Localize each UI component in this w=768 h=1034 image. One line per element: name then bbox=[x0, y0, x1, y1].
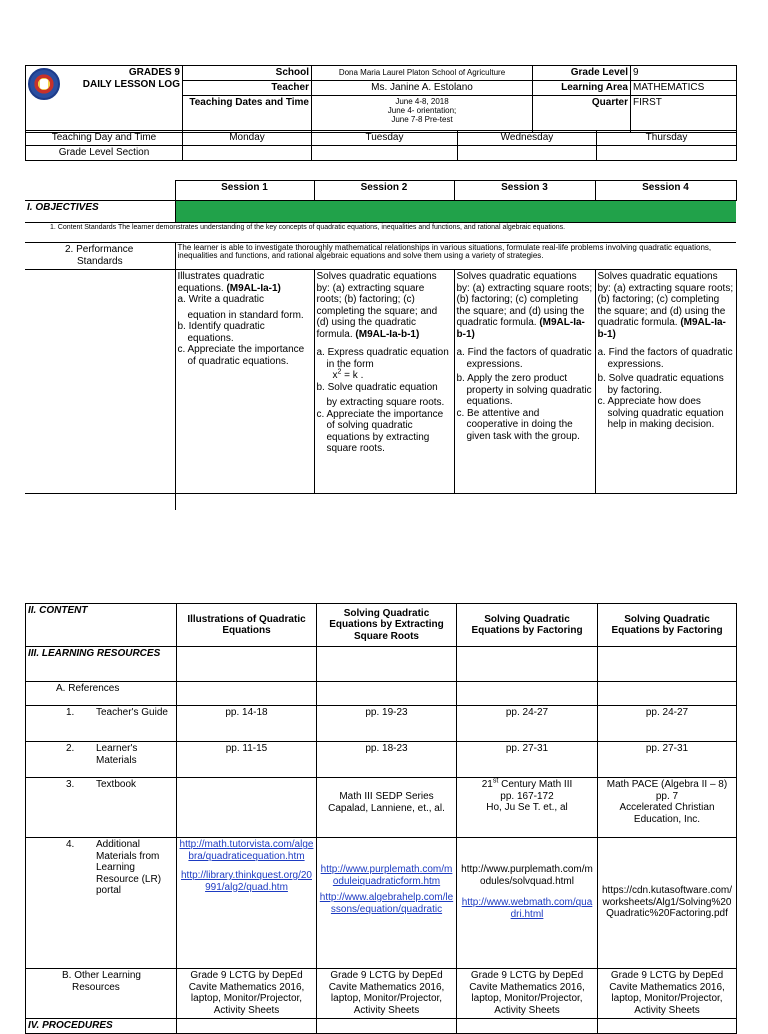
dates-line-3: June 7-8 Pre-test bbox=[391, 115, 453, 124]
resources-cell-1 bbox=[177, 647, 317, 682]
performance-standards-label bbox=[25, 243, 175, 270]
s4-code: (M9AL-Ia-b-1) bbox=[597, 317, 726, 340]
tb-2: Math III SEDP Series Capalad, Lanniene, et., al. bbox=[317, 778, 457, 838]
session-4-objectives bbox=[595, 270, 736, 494]
s4-intro: Solves quadratic equations by: (a) extracting square roots; (b) factoring; (c) completing the square; and (d) using the quadratic formula. bbox=[597, 271, 734, 328]
day-thursday: Thursday bbox=[597, 131, 737, 146]
proc-3 bbox=[457, 1019, 598, 1034]
performance-label-line-1: 2. Performance bbox=[65, 244, 134, 255]
s2-item-b-cont: by extracting square roots. bbox=[326, 397, 445, 408]
proc-2 bbox=[317, 1019, 457, 1034]
am-3 bbox=[457, 838, 598, 969]
am-2 bbox=[317, 838, 457, 969]
dates-line-2: June 4- orientation; bbox=[387, 106, 457, 115]
tb3-rest: Century Math III bbox=[498, 779, 573, 790]
s2-eq-base: x bbox=[332, 370, 338, 381]
performance-label-line-2: Standards bbox=[77, 255, 123, 267]
s2-item-b: b. Solve quadratic equation bbox=[316, 381, 438, 393]
log-title-cell bbox=[26, 66, 183, 133]
session-corner bbox=[25, 181, 175, 201]
tb-num: 3. bbox=[66, 779, 75, 790]
s2-item-c: c. Appreciate the importance of solving quadratic equations by extracting square roots. bbox=[316, 408, 444, 454]
teachers-guide-label bbox=[26, 706, 177, 742]
additional-materials-label bbox=[26, 838, 177, 969]
grade-section-cell-2 bbox=[312, 146, 458, 161]
other-resources-label bbox=[26, 969, 177, 1019]
tg-1: pp. 14-18 bbox=[177, 706, 317, 742]
day-monday: Monday bbox=[183, 131, 312, 146]
s4-item-b: b. Solve quadratic equations by factoring. bbox=[597, 373, 724, 396]
session-2-header: Session 2 bbox=[314, 181, 454, 201]
lm-1: pp. 11-15 bbox=[177, 742, 317, 778]
content-label: II. CONTENT bbox=[26, 604, 177, 647]
am2-link-2[interactable]: http://www.algebrahelp.com/lessons/equation/quadratic bbox=[319, 892, 454, 915]
olr-3: Grade 9 LCTG by DepEd Cavite Mathematics 2016, laptop, Monitor/Projector, Activity Sheets bbox=[457, 969, 598, 1019]
topic-2: Solving Quadratic Equations by Extracting Square Roots bbox=[317, 604, 457, 647]
tb3-num: 21 bbox=[481, 779, 493, 790]
session-3-objectives bbox=[454, 270, 595, 494]
tb-4-publisher: Accelerated Christian Education, Inc. bbox=[619, 802, 715, 825]
s3-item-c: c. Be attentive and cooperative in doing the given task with the group. bbox=[456, 407, 580, 442]
header-table bbox=[25, 65, 737, 133]
quarter-label: Quarter bbox=[533, 96, 631, 133]
session-2-objectives bbox=[314, 270, 454, 494]
dates-line-1: June 4-8, 2018 bbox=[395, 97, 449, 106]
day-time-label: Teaching Day and Time bbox=[26, 131, 183, 146]
school-label: School bbox=[183, 66, 312, 81]
tb-3-pages: pp. 167-172 bbox=[500, 790, 554, 802]
learners-materials-label bbox=[26, 742, 177, 778]
textbook-label bbox=[26, 778, 177, 838]
am3-text: http://www.purplemath.com/modules/solvquad.html bbox=[461, 864, 593, 887]
s1-item-b: b. Identify quadratic equations. bbox=[177, 321, 265, 344]
am2-link-1[interactable]: http://www.purplemath.com/moduleiquadraticform.htm bbox=[320, 864, 453, 887]
am1-link-1[interactable]: http://math.tutorvista.com/algebra/quadraticequation.htm bbox=[179, 839, 314, 862]
s1-intro: Illustrates quadratic equations. bbox=[177, 271, 265, 294]
olr-label: B. Other Learning Resources bbox=[62, 970, 141, 993]
learning-resources-label: III. LEARNING RESOURCES bbox=[26, 647, 177, 682]
tb-4 bbox=[598, 778, 737, 838]
tg-num: 1. bbox=[66, 707, 75, 718]
s3-intro: Solves quadratic equations by: (a) extracting square roots; (b) factoring; (c) completing the square; and (d) using the quadratic formula. bbox=[456, 271, 593, 328]
s2-code: (M9AL-Ia-b-1) bbox=[355, 328, 420, 340]
title-log: DAILY LESSON LOG bbox=[82, 79, 180, 90]
s2-item-a: a. Express quadratic equation in the form bbox=[316, 347, 449, 370]
dates-value bbox=[312, 96, 533, 133]
grade-level-label: Grade Level bbox=[533, 66, 631, 81]
tb-1 bbox=[177, 778, 317, 838]
tb-3-title bbox=[459, 779, 595, 791]
procedures-label: IV. PROCEDURES bbox=[26, 1019, 177, 1034]
s2-eq-rest: = k . bbox=[341, 370, 364, 381]
am-label: Additional Materials from Learning Resource (LR) portal bbox=[96, 839, 162, 896]
tb-4-pages: pp. 7 bbox=[655, 790, 679, 802]
grade-section-label: Grade Level Section bbox=[26, 146, 183, 161]
tg-4: pp. 24-27 bbox=[598, 706, 737, 742]
learning-area-label: Learning Area bbox=[533, 81, 631, 96]
resources-cell-3 bbox=[457, 647, 598, 682]
olr-2: Grade 9 LCTG by DepEd Cavite Mathematics 2016, laptop, Monitor/Projector, Activity Sheets bbox=[317, 969, 457, 1019]
am-4: https://cdn.kutasoftware.com/worksheets/Alg1/Solving%20Quadratic%20Factoring.pdf bbox=[598, 838, 737, 969]
s4-item-a: a. Find the factors of quadratic expressions. bbox=[597, 347, 733, 370]
lm-2: pp. 18-23 bbox=[317, 742, 457, 778]
quarter-value: FIRST bbox=[631, 96, 737, 133]
am1-link-2[interactable]: http://library.thinkquest.org/20991/alg2/quad.htm bbox=[181, 870, 312, 893]
olr-1: Grade 9 LCTG by DepEd Cavite Mathematics 2016, laptop, Monitor/Projector, Activity Sheets bbox=[177, 969, 317, 1019]
s1-item-a: a. Write a quadratic bbox=[177, 294, 265, 305]
olr-4: Grade 9 LCTG by DepEd Cavite Mathematics 2016, laptop, Monitor/Projector, Activity Sheets bbox=[598, 969, 737, 1019]
proc-4 bbox=[598, 1019, 737, 1034]
learning-competencies-label bbox=[25, 270, 175, 494]
session-3-header: Session 3 bbox=[454, 181, 595, 201]
references-cell-3 bbox=[457, 682, 598, 706]
objectives-section-title: I. OBJECTIVES bbox=[25, 201, 175, 223]
resources-cell-4 bbox=[598, 647, 737, 682]
day-wednesday: Wednesday bbox=[458, 131, 597, 146]
grade-section-cell-4 bbox=[597, 146, 737, 161]
s1-code: (M9AL-Ia-1) bbox=[226, 282, 281, 294]
day-tuesday: Tuesday bbox=[312, 131, 458, 146]
tg-3: pp. 24-27 bbox=[457, 706, 598, 742]
am3-link[interactable]: http://www.webmath.com/quadri.html bbox=[461, 897, 593, 920]
lm-4: pp. 27-31 bbox=[598, 742, 737, 778]
grade-section-cell-1 bbox=[183, 146, 312, 161]
lm-num: 2. bbox=[66, 743, 75, 754]
s2-eq-exponent: 2 bbox=[337, 368, 342, 376]
performance-standards-text: The learner is able to investigate thoroughly mathematical relationships in various situations, formulate real-life problems involving quadratic equations, inequalities and functions, and rational algebraic equations and solve them using a variety of strategies. bbox=[175, 243, 736, 270]
objectives-blank-2 bbox=[175, 494, 736, 510]
content-standards: 1. Content Standards The learner demonstrates understanding of the key concepts of quadratic equations, inequalities and functions, and rational algebraic equations. bbox=[25, 223, 736, 243]
session-4-header: Session 4 bbox=[595, 181, 736, 201]
day-time-table bbox=[25, 130, 737, 161]
am-num: 4. bbox=[66, 839, 75, 850]
grade-level-value: 9 bbox=[631, 66, 737, 81]
s1-item-a-cont: equation in standard form. bbox=[187, 309, 304, 321]
learning-area-value: MATHEMATICS bbox=[631, 81, 737, 96]
session-1-header: Session 1 bbox=[175, 181, 314, 201]
s2-equation bbox=[317, 370, 452, 382]
teacher-label: Teacher bbox=[183, 81, 312, 96]
grade-section-cell-3 bbox=[458, 146, 597, 161]
topic-1: Illustrations of Quadratic Equations bbox=[177, 604, 317, 647]
references-cell-2 bbox=[317, 682, 457, 706]
dates-label: Teaching Dates and Time bbox=[183, 96, 312, 133]
tb-3 bbox=[457, 778, 598, 838]
title-grade: GRADES 9 bbox=[128, 67, 180, 78]
lm-label: Learner's Materials bbox=[96, 743, 138, 766]
teacher-value: Ms. Janine A. Estolano bbox=[312, 81, 533, 96]
am-1 bbox=[177, 838, 317, 969]
objectives-blank-1 bbox=[25, 494, 175, 510]
s4-item-c: c. Appreciate how does solving quadratic equation help in making decision. bbox=[597, 396, 724, 430]
references-label: A. References bbox=[26, 682, 177, 706]
topic-4: Solving Quadratic Equations by Factoring bbox=[598, 604, 737, 647]
tb3-sup: st bbox=[492, 777, 499, 785]
deped-seal-logo bbox=[28, 68, 60, 100]
tg-2: pp. 19-23 bbox=[317, 706, 457, 742]
s3-code: (M9AL-Ia-b-1) bbox=[456, 317, 585, 340]
objectives-table bbox=[25, 180, 737, 510]
tb-3-authors: Ho, Ju Se T. et., al bbox=[486, 802, 568, 813]
topic-3: Solving Quadratic Equations by Factoring bbox=[457, 604, 598, 647]
content-table bbox=[25, 603, 737, 1034]
s2-intro: Solves quadratic equations by: (a) extracting square roots; (b) factoring; (c) completing the square; and (d) using the quadratic formula. bbox=[316, 271, 438, 340]
s3-item-a: a. Find the factors of quadratic expressions. bbox=[456, 347, 592, 370]
tb-label: Textbook bbox=[96, 779, 137, 790]
references-cell-1 bbox=[177, 682, 317, 706]
tb-4-title: Math PACE (Algebra II – 8) bbox=[606, 779, 728, 790]
school-value: Dona Maria Laurel Platon School of Agriculture bbox=[312, 66, 533, 81]
tg-label: Teacher's Guide bbox=[96, 707, 168, 718]
proc-1 bbox=[177, 1019, 317, 1034]
references-cell-4 bbox=[598, 682, 737, 706]
resources-cell-2 bbox=[317, 647, 457, 682]
s1-item-c: c. Appreciate the importance of quadratic equations. bbox=[177, 344, 305, 367]
session-1-objectives bbox=[175, 270, 314, 494]
s3-item-b: b. Apply the zero product property in solving quadratic equations. bbox=[456, 373, 592, 407]
objectives-green-band bbox=[175, 201, 736, 223]
lm-3: pp. 27-31 bbox=[457, 742, 598, 778]
